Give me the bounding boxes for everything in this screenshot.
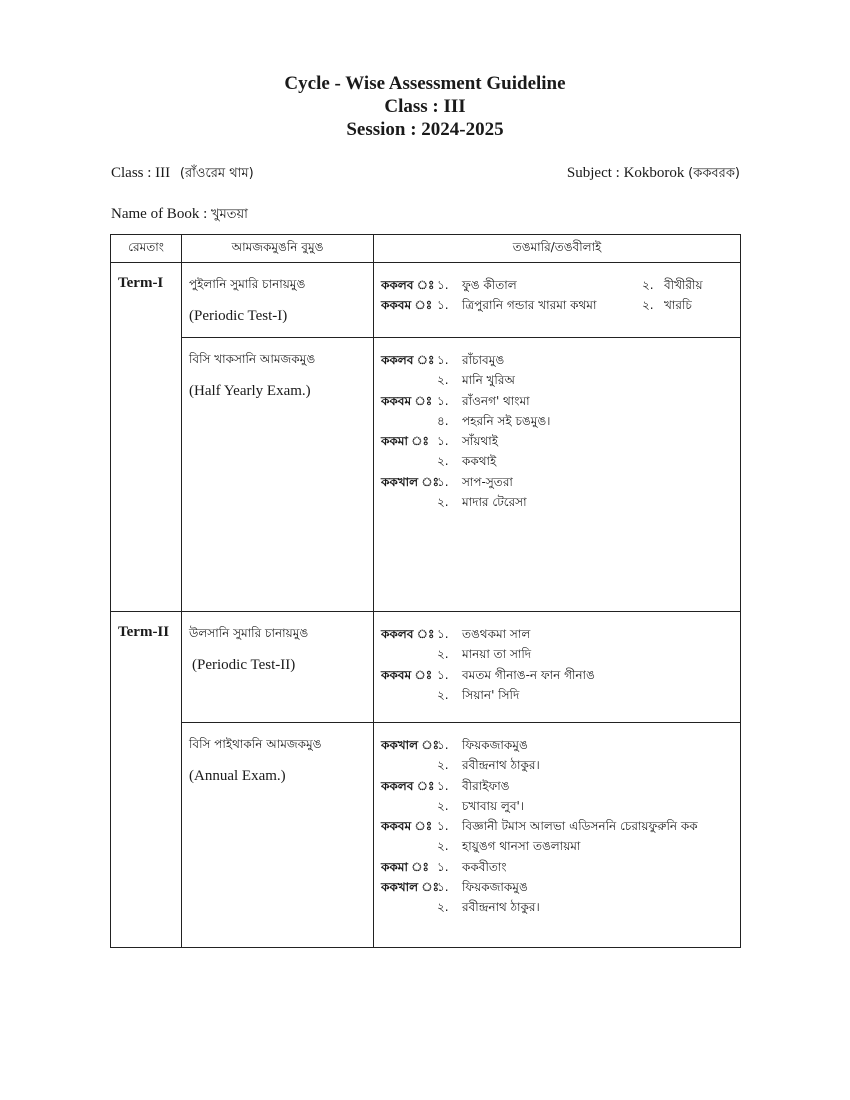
- book-label: Name of Book :: [111, 206, 208, 222]
- subject-local: (ককবরক): [688, 166, 740, 181]
- header-term: রেমতাং: [111, 235, 182, 263]
- syllabus-line: ককবম ঃ ১. বমতম গীনাঙ-ন ফান গীনাঙ: [381, 667, 595, 682]
- class-subject-row: [111, 164, 740, 185]
- table-row: [111, 338, 741, 612]
- syllabus-line: ককবম ঃ ১. ত্রিপুরানি গন্ডার খারমা কথমা ২. খারচি: [381, 298, 692, 313]
- syllabus-cell: [374, 723, 741, 948]
- exam-cell: [182, 263, 374, 338]
- table-row: [111, 723, 741, 948]
- exam-title-en: (Periodic Test-II): [192, 657, 296, 673]
- syllabus-line: ২. রবীন্দ্রনাথ ঠাকুর।: [437, 900, 540, 915]
- exam-title-en: (Annual Exam.): [189, 768, 286, 784]
- assessment-table: [110, 234, 741, 948]
- document-header: [0, 72, 850, 141]
- class-local: (রাঁওরেম থাম): [179, 166, 254, 181]
- syllabus-line: ২. রবীন্দ্রনাথ ঠাকুর।: [437, 758, 540, 773]
- term-label: Term-I: [111, 263, 182, 612]
- exam-title-en: (Half Yearly Exam.): [189, 383, 311, 399]
- term-label: Term-II: [111, 612, 182, 948]
- exam-title-en: (Periodic Test-I): [189, 308, 288, 324]
- syllabus-line: ৪. পহরনি সই চঙমুঙ।: [437, 413, 551, 428]
- syllabus-line: ককখাল ঃ ১. ফিয়কজাকমুঙ: [381, 738, 528, 752]
- book-row: [111, 205, 740, 226]
- syllabus-line: ককখাল ঃ ১. সাপ-সুতরা: [381, 474, 513, 489]
- syllabus-line: ২. ককথাই: [437, 454, 497, 469]
- syllabus-cell: [374, 612, 741, 723]
- syllabus-line: ২. চখাবায় লুব'।: [437, 798, 525, 813]
- table-header-row: [111, 235, 741, 263]
- subject-label: Subject : Kokborok: [566, 165, 685, 181]
- class-heading: Class : III: [384, 96, 466, 117]
- exam-cell: [182, 338, 374, 612]
- syllabus-line: ২. মানি খুরিঅ: [437, 373, 515, 388]
- subject-info: [567, 164, 740, 185]
- syllabus-cell: [374, 263, 741, 338]
- syllabus-line: ককলব ঃ ১. তঙথকমা সাল: [381, 627, 531, 641]
- syllabus-line: ককমা ঃ ১. সাঁয়থাই: [381, 434, 498, 449]
- class-label: Class : III: [111, 165, 171, 181]
- syllabus-line: ককখাল ঃ ১. ফিয়কজাকমুঙ: [381, 880, 528, 895]
- syllabus-line: ২. মাদার টেরেসা: [437, 495, 527, 510]
- syllabus-line: ককলব ঃ ১. ফুঙ কীতাল ২. বীখীরীয়: [381, 278, 703, 292]
- syllabus-line: ককবম ঃ ১. বিজ্ঞানী টমাস আলভা এডিসননি চেরায়ফুরুনি কক: [381, 819, 698, 834]
- syllabus-cell: [374, 338, 741, 612]
- document-title: Cycle - Wise Assessment Guideline: [284, 73, 566, 94]
- header-syllabus: তঙমারি/তঙবীলাই: [374, 235, 741, 263]
- syllabus-line: ২. হায়ুঙগ থানসা তঙলায়মা: [437, 839, 581, 854]
- exam-title: উলসানি সুমারি চানায়মুঙ: [189, 626, 309, 640]
- book-name: খুমতয়া: [210, 207, 248, 222]
- session-heading: Session : 2024-2025: [346, 119, 504, 140]
- table-row: [111, 263, 741, 338]
- exam-title: বিসি খাকসানি আমজকমুঙ: [189, 352, 316, 366]
- table-row: [111, 612, 741, 723]
- syllabus-line: ২. সিয়ান' সিদি: [437, 687, 520, 702]
- exam-cell: [182, 723, 374, 948]
- syllabus-line: ককলব ঃ ১. বীরাইফাঙ: [381, 778, 510, 793]
- syllabus-line: ককমা ঃ ১. ককবীতাং: [381, 859, 507, 874]
- exam-title: পুইলানি সুমারি চানায়মুঙ: [189, 277, 306, 291]
- exam-cell: [182, 612, 374, 723]
- syllabus-line: ককলব ঃ ১. রাঁচাবমুঙ: [381, 353, 505, 367]
- syllabus-line: ২. মানয়া তা সাদি: [437, 647, 532, 662]
- header-exam: আমজকমুঙনি বুমুঙ: [182, 235, 374, 263]
- syllabus-line: ককবম ঃ ১. রাঁওনগ' থাংমা: [381, 393, 530, 408]
- exam-title: বিসি পাইথাকনি আমজকমুঙ: [189, 737, 322, 751]
